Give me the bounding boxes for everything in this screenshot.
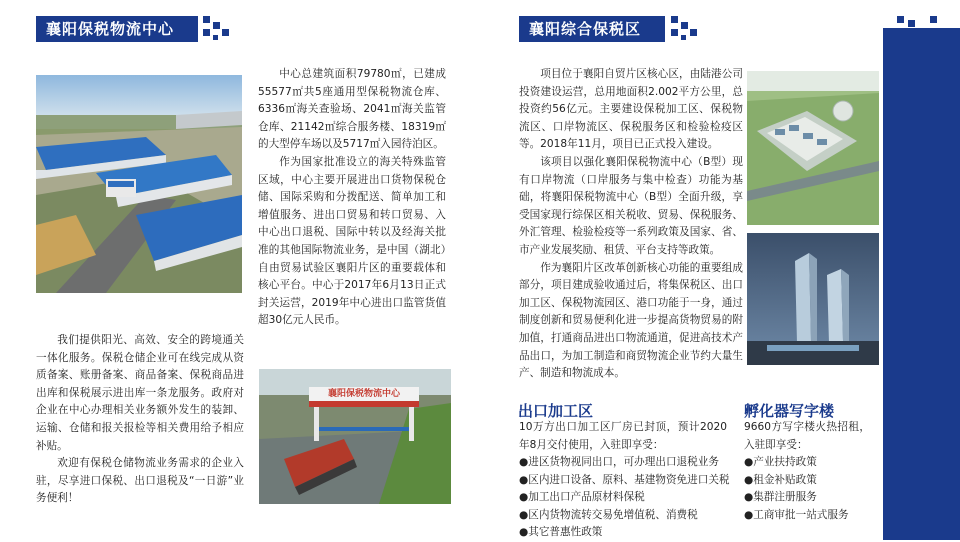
right-intro-text: [519, 66, 743, 383]
export-zone-benefits: [519, 454, 741, 542]
right-edge-accent-bar: [883, 28, 960, 540]
list-item: ●区内进口设备、原料、基建物资免进口关税: [519, 473, 730, 486]
left-service-text: [36, 332, 244, 508]
warehouse-aerial-photo: [36, 75, 242, 293]
list-item: ●加工出口产品原材料保税: [519, 491, 645, 504]
list-item: ●进区货物视同出口，可办理出口退税业务: [519, 456, 719, 468]
left-service-paragraph: 我们提供阳光、高效、安全的跨境通关一体化服务。保税仓储企业可在线完成从资质备案、账册备案、商品备案、保税商品进出库和保税展示进出库一条龙服务。政府对企业在中心办理相关业务额外发生的装卸、运输、仓储和报关报检等相关费用给予相应补贴。: [36, 334, 244, 452]
left-title: 襄阳保税物流中心: [36, 16, 198, 42]
export-zone-intro-text: 10万方出口加工区厂房已封顶，预计2020年8月交付使用，入驻即享受：: [519, 421, 727, 451]
left-service-paragraph: 欢迎有保税仓储物流业务需求的企业入驻，尽享进口保税、出口退税及“一日游”业务便利！: [36, 457, 244, 505]
list-item: ●工商审批一站式服务: [744, 508, 849, 521]
list-item: ●其它普惠性政策: [519, 526, 603, 539]
right-intro-paragraph: 该项目以强化襄阳保税物流中心（B型）现有口岸物流（口岸服务与集中检查）功能为基础，将襄阳保税物流中心（B型）全面升级，享受国家现行综保区相关税收、贸易、保税服务、外汇管理、检验检疫等一系列政策及国家、省、市产业发展奖励、租赁、平台支持等政策。: [519, 155, 743, 256]
list-item: ●产业扶持政策: [744, 456, 817, 468]
export-zone-heading: 出口加工区: [518, 402, 594, 420]
bonded-zone-aerial-rendering: [747, 71, 879, 225]
list-item: ●集群注册服务: [744, 491, 817, 504]
incubator-intro-text: 9660方写字楼火热招租，入驻即享受：: [744, 421, 870, 451]
incubator-benefits: [744, 454, 874, 524]
right-title: 襄阳综合保税区: [519, 16, 665, 42]
right-intro-paragraph: 项目位于襄阳自贸片区核心区，由陆港公司投资建设运营，总用地面积2.002平方公里，总投资约56亿元。主要建设保税加工区、保税物流区、口岸物流区、保税服务区和检验检疫区等。2018年11月，项目已正式投入建设。: [519, 68, 743, 151]
logistics-center-gate-photo: [259, 369, 451, 504]
office-tower-rendering: [747, 233, 879, 365]
left-intro-text: [258, 66, 446, 330]
incubator-heading: 孵化器写字楼: [744, 402, 835, 420]
export-zone-intro: [519, 419, 727, 454]
left-intro-paragraph: 中心总建筑面积79780㎡，已建成55577㎡共5座通用型保税物流仓库、6336㎡海关查验场、2041㎡海关监管仓库、21142㎡综合服务楼、18319㎡的大型停车场以及5717㎡入园待泊区。: [258, 68, 446, 151]
list-item: ●区内货物流转交易免增值税、消费税: [519, 508, 698, 521]
incubator-intro: [744, 419, 870, 454]
gate-sign: 襄阳保税物流中心: [327, 389, 400, 399]
left-intro-paragraph: 作为国家批准设立的海关特殊监管区域，中心主要开展进出口货物保税仓储、国际采购和分拨配送、简单加工和增值服务、进出口贸易和转口贸易、入中心出口退税、国际中转以及经海关批准的其他国际物流业务，是中国（湖北）自由贸易试验区襄阳片区的重要载体和核心平台。中心于2017年6月13日正式封关运营，2019年中心进出口监管货值超30亿元人民币。: [258, 155, 446, 327]
right-intro-paragraph: 作为襄阳片区改革创新核心功能的重要组成部分，项目建成验收通过后，将集保税区、出口加工区、保税物流园区、港口功能于一身，通过制度创新和贸易便利化进一步提高货物贸易的附加值，打通商品进出口物流通道，促进高技术产品出口，为加工制造和商贸物流企业节约大量生产、制造和物流成本。: [519, 261, 743, 380]
list-item: ●租金补贴政策: [744, 473, 817, 486]
